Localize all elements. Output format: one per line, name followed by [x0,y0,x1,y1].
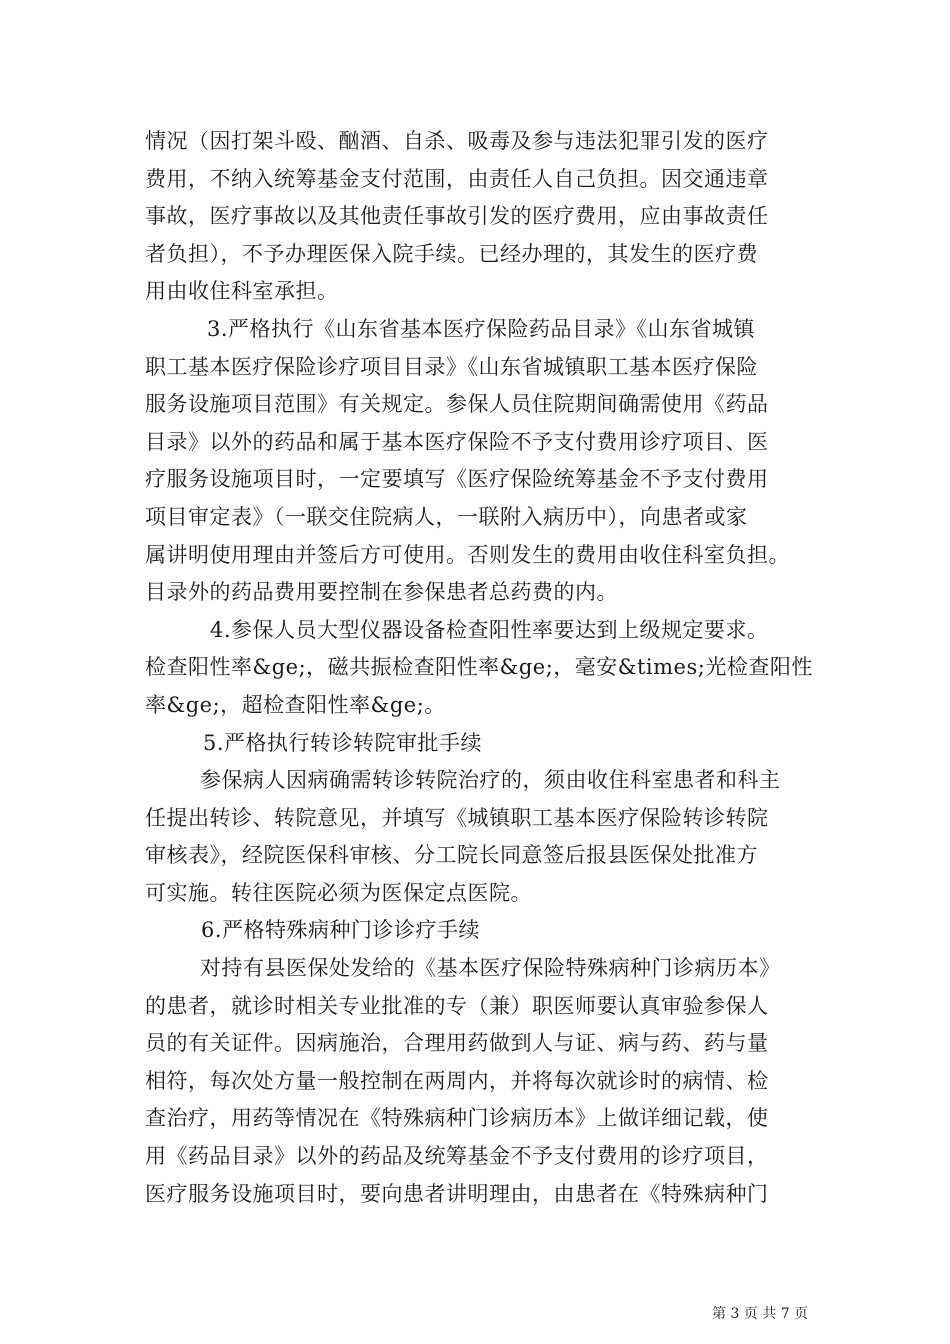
text-line: 用《药品目录》以外的药品及统筹基金不予支付费用的诊疗项目， [145,1144,769,1169]
text-line: 对持有县医保处发给的《基本医疗保险特殊病种门诊病历本》 [200,956,781,981]
text-line: 职工基本医疗保险诊疗项目目录》《山东省城镇职工基本医疗保险 [145,354,758,379]
text-line: 可实施。转往医院必须为医保定点医院。 [145,880,532,905]
text-line: 者负担），不予办理医保入院手续。已经办理的，其发生的医疗费 [145,241,758,266]
text-line: 员的有关证件。因病施治，合理用药做到人与证、病与药、药与量 [145,1031,769,1056]
text-line: 费用，不纳入统筹基金支付范围，由责任人自己负担。因交通违章 [145,166,769,191]
text-line: 相符，每次处方量一般控制在两周内，并将每次就诊时的病情、检 [145,1068,769,1093]
text-line: 服务设施项目范围》有关规定。参保人员住院期间确需使用《药品 [145,392,769,417]
text-line: 检查阳性率&ge;，磁共振检查阳性率&ge;，毫安&times;光检查阳性 [145,655,813,680]
text-line: 属讲明使用理由并签后方可使用。否则发生的费用由收住科室负担。 [145,542,790,567]
text-line: 情况（因打架斗殴、酗酒、自杀、吸毒及参与违法犯罪引发的医疗 [145,129,769,153]
document-body [145,123,825,1213]
text-line: 参保病人因病确需转诊转院治疗的，须由收住科室患者和科主 [200,768,781,793]
text-line: 4.参保人员大型仪器设备检查阳性率要达到上级规定要求。 [210,617,769,642]
text-line: 率&ge;，超检查阳性率&ge;。 [145,692,446,717]
text-line: 项目审定表》（一联交住院病人，一联附入病历中），向患者或家 [145,504,748,529]
page-number-footer: 第 3 页 共 7 页 [712,1306,809,1322]
text-line: 审核表》，经院医保科审核、分工院长同意签后报县医保处批准方 [145,843,758,868]
text-line: 任提出转诊、转院意见，并填写《城镇职工基本医疗保险转诊转院 [145,805,769,830]
text-line: 的患者，就诊时相关专业批准的专（兼）职医师要认真审验参保人 [145,993,769,1018]
text-line: 目录外的药品费用要控制在参保患者总药费的内。 [145,580,618,605]
text-line: 3.严格执行《山东省基本医疗保险药品目录》《山东省城镇 [207,316,756,341]
text-line: 医疗服务设施项目时，要向患者讲明理由，由患者在《特殊病种门 [145,1181,769,1206]
text-line: 用由收住科室承担。 [145,279,339,304]
text-line: 5.严格执行转诊转院审批手续 [203,730,483,755]
text-line: 6.严格特殊病种门诊诊疗手续 [201,918,481,943]
text-line: 疗服务设施项目时，一定要填写《医疗保险统筹基金不予支付费用 [145,467,769,492]
text-line: 事故，医疗事故以及其他责任事故引发的医疗费用，应由事故责任 [145,204,769,229]
text-line: 查治疗，用药等情况在《特殊病种门诊病历本》上做详细记载，使 [145,1106,769,1131]
text-line: 目录》以外的药品和属于基本医疗保险不予支付费用诊疗项目、医 [145,429,769,454]
